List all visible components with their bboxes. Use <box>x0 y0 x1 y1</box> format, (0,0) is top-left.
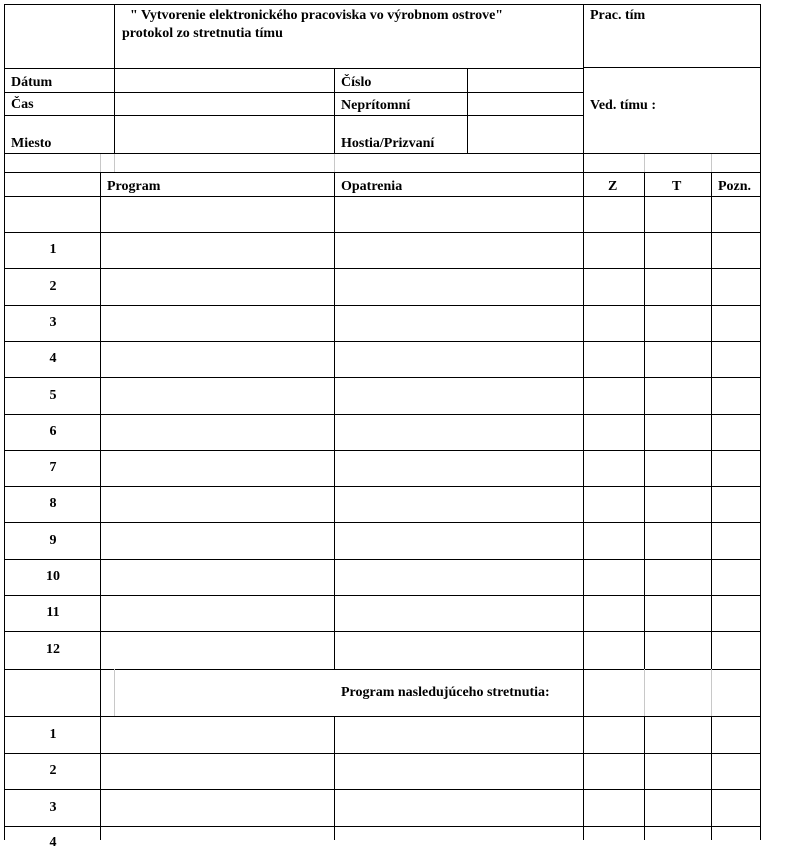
miesto-label: Miesto <box>11 136 52 151</box>
rule <box>711 716 712 840</box>
z-cell[interactable] <box>585 597 643 630</box>
row-number: 2 <box>49 279 57 294</box>
program-cell[interactable] <box>102 561 333 594</box>
rule <box>4 669 761 670</box>
pozn-cell[interactable] <box>713 561 759 594</box>
row-number: 2 <box>49 763 57 778</box>
hostia-field[interactable] <box>469 117 582 152</box>
opatrenia-cell[interactable] <box>336 379 582 413</box>
column-header-opatrenia: Opatrenia <box>341 179 403 194</box>
form-subtitle: protokol zo stretnutia tímu <box>122 26 283 41</box>
column-header-pozn: Pozn. <box>718 179 752 194</box>
row-number: 6 <box>49 424 57 439</box>
program-cell[interactable] <box>102 343 333 376</box>
program-cell[interactable] <box>102 416 333 449</box>
pozn-cell[interactable] <box>713 452 759 485</box>
miesto-field[interactable] <box>116 117 333 152</box>
opatrenia-cell[interactable] <box>336 307 582 340</box>
rule <box>467 68 468 154</box>
opatrenia-cell[interactable] <box>336 524 582 558</box>
pozn-cell[interactable] <box>713 416 759 449</box>
t-cell[interactable] <box>646 234 710 267</box>
opatrenia-cell[interactable] <box>336 416 582 449</box>
rule <box>4 450 761 451</box>
rule <box>4 232 761 233</box>
nepritomni-label: Neprítomní <box>341 98 411 113</box>
rule <box>760 154 761 172</box>
t-cell[interactable] <box>646 488 710 521</box>
rule <box>4 196 761 197</box>
rule <box>760 669 761 716</box>
cas-label: Čas <box>11 97 34 112</box>
t-cell[interactable] <box>646 307 710 340</box>
row-number: 8 <box>49 496 57 511</box>
row-number: 11 <box>46 605 60 620</box>
rule <box>583 154 584 172</box>
rule <box>4 716 761 717</box>
z-cell[interactable] <box>585 524 643 558</box>
pozn-cell[interactable] <box>713 524 759 558</box>
opatrenia-cell[interactable] <box>336 561 582 594</box>
rule <box>584 67 761 68</box>
next-program-cell[interactable] <box>102 755 333 788</box>
row-number-partial: 4 <box>49 835 57 850</box>
rule <box>4 92 584 93</box>
guide <box>644 669 645 716</box>
program-cell[interactable] <box>102 234 333 267</box>
row-number: 4 <box>49 351 57 366</box>
t-cell[interactable] <box>646 379 710 413</box>
rule <box>583 669 584 716</box>
program-cell[interactable] <box>102 270 333 304</box>
cislo-label: Číslo <box>341 75 372 90</box>
pozn-cell[interactable] <box>713 307 759 340</box>
pozn-cell[interactable] <box>713 270 759 304</box>
next-program-cell[interactable] <box>102 718 333 752</box>
next-opatrenia-cell[interactable] <box>336 718 582 752</box>
pozn-cell[interactable] <box>713 633 759 668</box>
cislo-field[interactable] <box>469 70 582 91</box>
pozn-cell[interactable] <box>713 234 759 267</box>
rule <box>334 716 335 840</box>
cas-field[interactable] <box>116 94 333 114</box>
column-header-program: Program <box>107 179 161 194</box>
datum-field[interactable] <box>116 70 333 91</box>
row-number: 10 <box>46 569 60 584</box>
hostia-label: Hostia/Prizvaní <box>341 136 435 151</box>
rule <box>4 486 761 487</box>
nepritomni-field[interactable] <box>469 94 582 114</box>
guide <box>644 154 645 172</box>
ved-timu-label: Ved. tímu : <box>590 98 656 113</box>
rule <box>4 789 761 790</box>
column-header-t: T <box>672 179 682 194</box>
ved-timu-field[interactable] <box>585 116 759 152</box>
program-cell[interactable] <box>102 379 333 413</box>
z-cell[interactable] <box>585 452 643 485</box>
row-number: 3 <box>49 315 57 330</box>
program-cell[interactable] <box>102 452 333 485</box>
rule <box>760 4 761 154</box>
next-meeting-label: Program nasledujúceho stretnutia: <box>341 685 550 700</box>
t-cell[interactable] <box>646 633 710 668</box>
rule <box>4 153 761 154</box>
datum-label: Dátum <box>11 75 53 90</box>
rule <box>4 414 761 415</box>
form-title: " Vytvorenie elektronického pracoviska vo výrobnom ostrove" <box>130 8 504 23</box>
rule <box>4 4 5 69</box>
prac-tim-field[interactable] <box>585 26 759 66</box>
row-number: 12 <box>46 642 60 657</box>
program-cell[interactable] <box>102 488 333 521</box>
column-header-z: Z <box>608 179 618 194</box>
t-cell[interactable] <box>646 270 710 304</box>
z-cell[interactable] <box>585 633 643 668</box>
z-cell[interactable] <box>585 234 643 267</box>
rule <box>4 522 761 523</box>
next-opatrenia-cell[interactable] <box>336 791 582 825</box>
pozn-cell[interactable] <box>713 488 759 521</box>
row-number: 1 <box>49 242 57 257</box>
rule <box>114 68 115 154</box>
opatrenia-cell[interactable] <box>336 234 582 267</box>
t-cell[interactable] <box>646 343 710 376</box>
z-cell[interactable] <box>585 343 643 376</box>
rule <box>4 68 5 154</box>
rule <box>4 154 5 172</box>
opatrenia-cell[interactable] <box>336 597 582 630</box>
opatrenia-cell[interactable] <box>336 488 582 521</box>
z-cell[interactable] <box>585 488 643 521</box>
program-cell[interactable] <box>102 524 333 558</box>
rule <box>4 4 761 5</box>
guide <box>114 669 115 716</box>
z-cell[interactable] <box>585 307 643 340</box>
row-number: 3 <box>49 800 57 815</box>
rule <box>4 268 761 269</box>
rule <box>4 172 761 173</box>
opatrenia-cell[interactable] <box>336 633 582 668</box>
row-number: 1 <box>49 727 57 742</box>
rule <box>4 631 761 632</box>
z-cell[interactable] <box>585 270 643 304</box>
pozn-cell[interactable] <box>713 343 759 376</box>
opatrenia-cell[interactable] <box>336 452 582 485</box>
program-cell[interactable] <box>102 198 333 231</box>
rule <box>644 716 645 840</box>
rule <box>4 115 584 116</box>
guide <box>100 154 101 172</box>
t-cell[interactable] <box>646 416 710 449</box>
t-cell[interactable] <box>646 597 710 630</box>
prac-tim-label: Prac. tím <box>590 8 646 23</box>
rule <box>583 4 584 154</box>
program-cell[interactable] <box>102 633 333 668</box>
rule <box>4 377 761 378</box>
program-cell[interactable] <box>102 597 333 630</box>
next-program-cell[interactable] <box>102 791 333 825</box>
rule <box>4 341 761 342</box>
rule <box>4 826 761 827</box>
rule <box>4 753 761 754</box>
z-cell[interactable] <box>585 379 643 413</box>
rule <box>114 4 115 69</box>
guide <box>711 669 712 716</box>
opatrenia-cell[interactable] <box>336 270 582 304</box>
rule <box>4 559 761 560</box>
t-cell[interactable] <box>646 524 710 558</box>
z-cell[interactable] <box>585 561 643 594</box>
next-opatrenia-cell[interactable] <box>336 755 582 788</box>
guide <box>711 154 712 172</box>
guide <box>114 154 115 172</box>
t-cell[interactable] <box>646 452 710 485</box>
rule <box>4 669 5 716</box>
rule <box>760 716 761 840</box>
guide <box>334 154 335 172</box>
rule <box>4 305 761 306</box>
program-cell[interactable] <box>102 307 333 340</box>
rule <box>4 595 761 596</box>
opatrenia-cell[interactable] <box>336 343 582 376</box>
pozn-cell[interactable] <box>713 597 759 630</box>
rule <box>4 68 584 69</box>
pozn-cell[interactable] <box>713 379 759 413</box>
row-number: 5 <box>49 388 57 403</box>
rule <box>583 716 584 840</box>
z-cell[interactable] <box>585 416 643 449</box>
row-number: 9 <box>49 533 57 548</box>
row-number: 7 <box>49 460 57 475</box>
t-cell[interactable] <box>646 561 710 594</box>
rule <box>334 68 335 154</box>
rule <box>100 669 101 716</box>
